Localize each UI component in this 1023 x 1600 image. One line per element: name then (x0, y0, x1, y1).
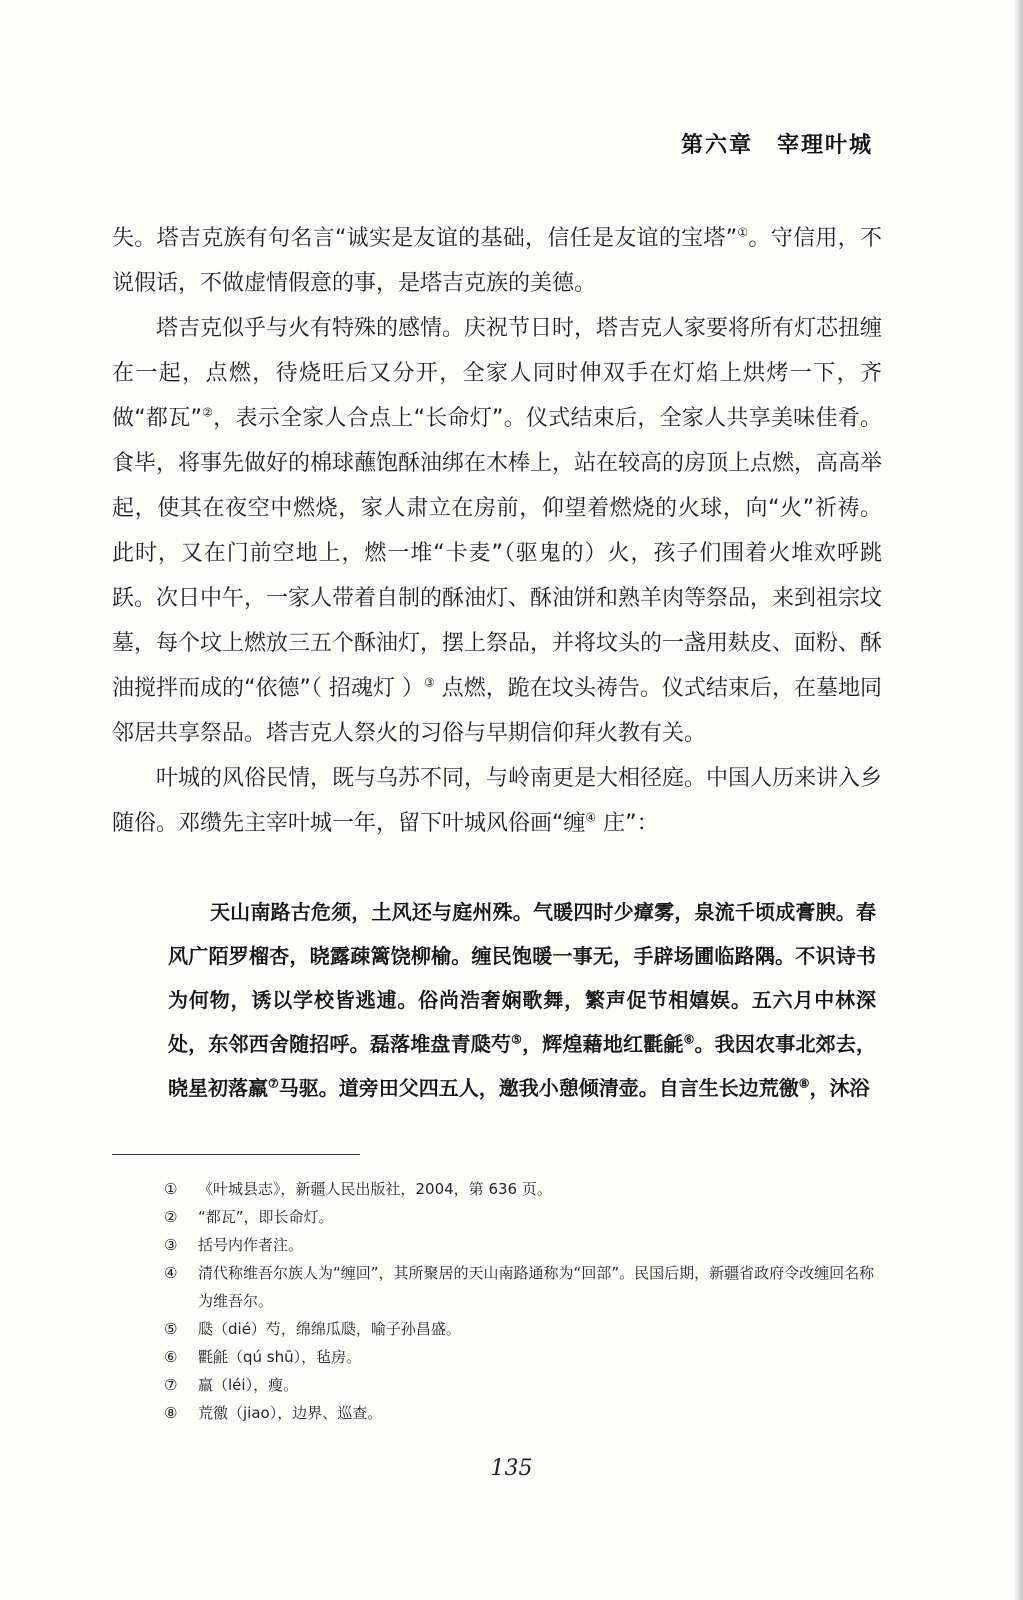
footnote-text: 氍毹（qú shū），毡房。 (198, 1348, 362, 1366)
text-run: 塔吉克似乎与火有特殊的感情。庆祝节日时，塔吉克人家要将所有灯芯扭缠在一起，点燃，待烧旺后又分开，全家人同时伸双手在灯焰上烘烤一下，齐做“都瓦” (112, 316, 883, 431)
text-run: ，辉煌藉地红氍毹 (522, 1032, 684, 1056)
footnote-text: 《叶城县志》，新疆人民出版社，2004，第 636 页。 (198, 1180, 552, 1198)
footnote-item (164, 1203, 884, 1231)
running-header (681, 128, 873, 159)
footnote-reference[interactable]: ⑧ (798, 1076, 810, 1091)
footnote-reference[interactable]: ③ (423, 675, 435, 690)
text-run: 。守信用，不说假话，不做虚情假意的事，是塔吉克族的美德。 (112, 226, 882, 296)
footnote-text: 清代称维吾尔族人为“缠回”，其所聚居的天山南路通称为“回部”。民国后期，新疆省政府令改缠回名称为维吾尔。 (198, 1264, 875, 1310)
footnote-reference[interactable]: ⑥ (683, 1032, 695, 1047)
page-edge-shadow (1013, 0, 1023, 1600)
footnote-marker: ② (164, 1208, 178, 1226)
chapter-number: 第六章 (680, 132, 753, 158)
footnote-marker: ⑦ (164, 1376, 178, 1394)
page-number: 135 (490, 1456, 533, 1481)
text-run: ，沐浴 (809, 1076, 870, 1100)
footnotes (164, 1175, 884, 1427)
text-run: 马驱。道旁田父四五人，邀我小憩倾清壶。自言生长边荒徼 (278, 1076, 799, 1100)
footnote-text: 瓞（dié）芍，绵绵瓜瓞，喻子孙昌盛。 (198, 1320, 461, 1338)
body-text (112, 216, 882, 846)
text-run: 失。塔吉克族有句名言“诚实是友谊的基础，信任是友谊的宝塔” (112, 226, 738, 251)
text-run: 点燃，跪在坟头祷告。仪式结束后，在墓地同邻居共享祭品。塔吉克人祭火的习俗与早期信仰拜火教有关。 (112, 676, 882, 746)
text-run: 。我因农事北郊去，晓星初落羸 (168, 1032, 877, 1100)
text-run: 庄”： (596, 811, 659, 836)
footnote-reference[interactable]: ④ (585, 810, 597, 825)
footnote-reference[interactable]: ⑦ (268, 1076, 279, 1091)
paragraph (112, 216, 882, 306)
footnote-reference[interactable]: ① (737, 225, 749, 240)
footnote-reference[interactable]: ② (201, 405, 214, 420)
footnote-item (164, 1175, 884, 1203)
paragraph (112, 756, 882, 846)
footnote-marker: ④ (164, 1264, 178, 1282)
text-run: 天山南路古危须，土风还与庭州殊。气暖四时少瘴雾，泉流千顷成膏腴。春风广陌罗榴杏，晓露疎篱饶柳榆。缠民饱暖一事无，手辟场圃临路隅。不识诗书为何物，诱以学校皆逃逋。俗尚浩奢娴歌舞，繁声促节相嬉娱。五六月中林深处，东邻西舍随招呼。磊落堆盘青瓞芍 (168, 900, 876, 1056)
footnote-text: 括号内作者注。 (198, 1236, 304, 1254)
chapter-title: 宰理叶城 (776, 132, 873, 158)
footnote-reference[interactable]: ⑤ (511, 1032, 523, 1047)
footnote-text: 荒徼（jiao），边界、巡查。 (198, 1404, 383, 1422)
paragraph (112, 306, 882, 756)
footnote-text: 羸（léi），瘦。 (198, 1376, 299, 1394)
footnote-item (164, 1371, 884, 1399)
footnote-marker: ⑤ (164, 1320, 178, 1338)
footnote-item (164, 1231, 884, 1259)
footnote-marker: ⑧ (164, 1404, 178, 1422)
footnote-marker: ① (164, 1180, 178, 1198)
footnote-divider (112, 1154, 360, 1155)
text-run: 叶城的风俗民情，既与乌苏不同，与岭南更是大相径庭。中国人历来讲入乡随俗。邓缵先主宰叶城一年，留下叶城风俗画“缠 (112, 766, 883, 836)
footnote-marker: ③ (164, 1236, 178, 1254)
footnote-item (164, 1399, 884, 1427)
text-run: ，表示全家人合点上“长命灯”。仪式结束后，全家人共享美味佳肴。食毕，将事先做好的棉球蘸饱酥油绑在木棒上，站在较高的房顶上点燃，高高举起，使其在夜空中燃烧，家人肃立在房前，仰望着燃烧的火球，向“火”祈祷。此时，又在门前空地上，燃一堆“卡麦”（驱鬼的）火，孩子们围着火堆欢呼跳跃。次日中午，一家人带着自制的酥油灯、酥油饼和熟羊肉等祭品，来到祖宗坟墓，每个坟上燃放三五个酥油灯，摆上祭品，并将坟头的一盏用麸皮、面粉、酥油搅拌而成的“依德”（ 招魂灯 ） (112, 406, 883, 701)
footnote-marker: ⑥ (164, 1348, 178, 1366)
footnote-item (164, 1315, 884, 1343)
footnote-item (164, 1343, 884, 1371)
quoted-poem (168, 890, 876, 1110)
footnote-item (164, 1259, 884, 1315)
footnote-text: “都瓦”，即长命灯。 (198, 1208, 334, 1226)
